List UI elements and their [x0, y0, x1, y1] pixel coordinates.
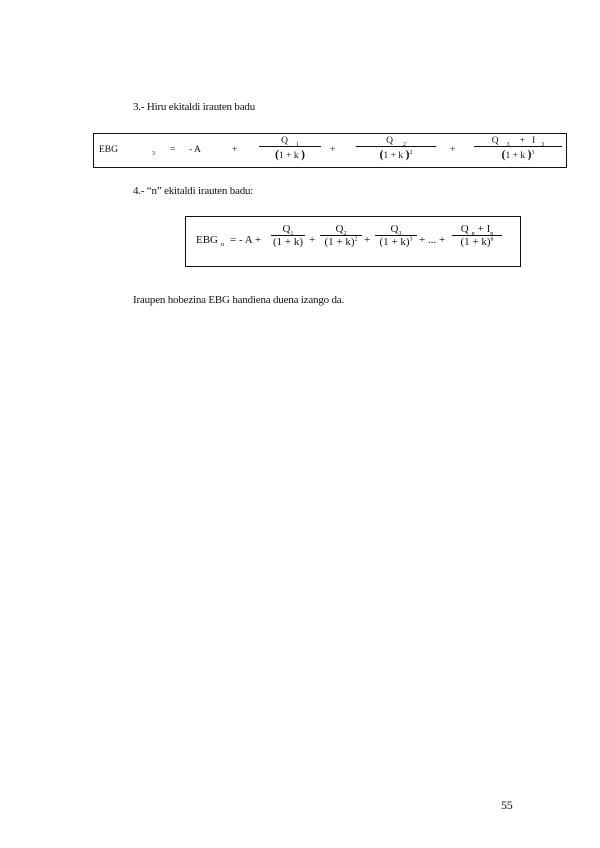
formula1-plus-2: +	[330, 145, 336, 155]
section-4-heading: 4.- “n” ekitaldi irauten badu:	[133, 185, 254, 197]
formula2-term-1: $Q_1$ (1 + k)	[272, 223, 304, 248]
formula1-lhs: EBG $_3$	[99, 145, 155, 157]
section-3-heading: 3.- Hiru ekitaldi irauten badu	[133, 101, 255, 113]
formula2-term-n: Q $_n + I_n$ $(1 + k)^n$	[452, 223, 502, 248]
formula2-lhs: EBG $_n$	[196, 234, 224, 249]
formula2-term-3: $Q_3$ $(1 + k)^3$	[375, 223, 417, 248]
formula1-minus-a: - A	[189, 145, 201, 155]
formula2-ellipsis: + ... +	[419, 234, 446, 246]
formula1-term-1: Q $_1$ (1 + k )	[259, 136, 321, 162]
formula-three-periods	[93, 133, 567, 168]
formula2-plus-1: +	[309, 234, 316, 246]
formula1-term-3: Q $_3$ + I $_3$ (1 + k )$^3$	[474, 136, 562, 162]
formula2-rhs-start: = - A +	[230, 234, 262, 246]
formula-n-periods	[185, 216, 521, 267]
formula2-term-2: $Q_2$ $(1 + k)^2$	[320, 223, 362, 248]
formula1-term-2: Q $_2$ (1 + k )$^2$	[356, 136, 436, 162]
formula1-plus-1: +	[232, 145, 238, 155]
formula1-equals: =	[170, 145, 176, 155]
conclusion-text: Iraupen hobezina EBG handiena duena izango da.	[133, 294, 345, 306]
page-number: 55	[501, 798, 513, 812]
formula1-plus-3: +	[450, 145, 456, 155]
formula2-plus-2: +	[364, 234, 371, 246]
